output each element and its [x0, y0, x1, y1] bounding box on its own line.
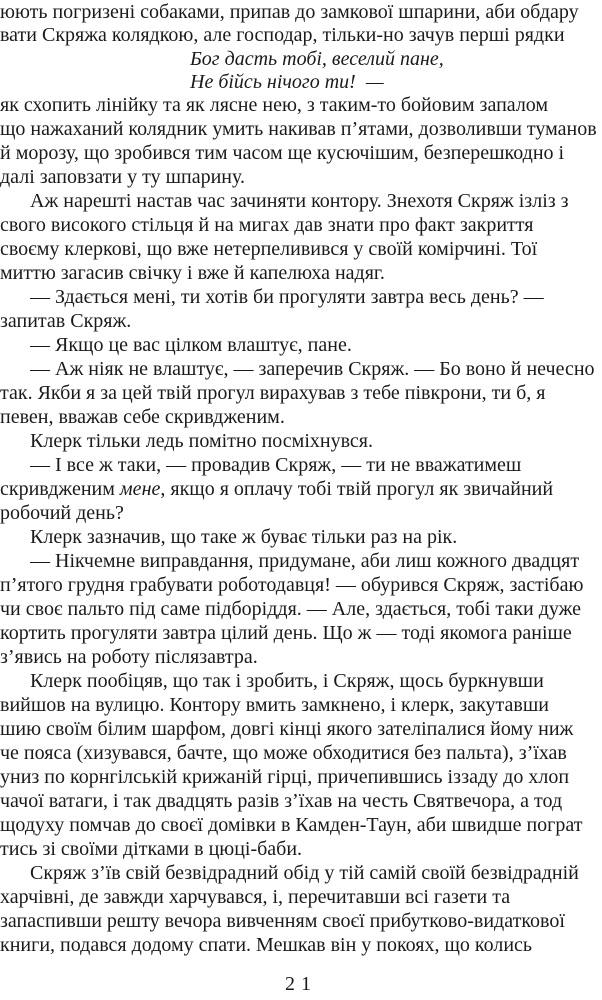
- text-line: че пояса (хизувався, бачте, що може обходитися без пальта), з’їхав: [0, 742, 567, 764]
- text-line: Скряж з’їв свій безвідрадний обід у тій самій своїй безвідрадній: [30, 862, 579, 884]
- text-line: — Здається мені, ти хотів би прогуляти завтра весь день? —: [30, 286, 544, 308]
- text-line: — Якщо це вас цілком влаштує, пане.: [30, 334, 352, 356]
- text-line: книги, подався додому спати. Мешкав він у покоях, що колись: [0, 934, 533, 956]
- text-line: запитав Скряж.: [0, 310, 132, 332]
- text-line: свого високого стільця й на мигах дав знати про факт закриття: [0, 214, 534, 236]
- text-line: щодуху помчав до своєї домівки в Камден-Таун, аби швидше пограт: [0, 814, 583, 836]
- text-line: Клерк зазначив, що таке ж буває тільки раз на рік.: [30, 526, 458, 548]
- text-line: так. Якби я за цей твій прогул вирахував з тебе півкрони, ти б, я: [0, 382, 546, 404]
- text-line: чи своє пальто під саме підборіддя. — Але, здається, тобі таки дуже: [0, 598, 582, 620]
- text-line: — Аж ніяк не влаштує, — заперечив Скряж. — Бо воно й нечесно: [30, 358, 595, 380]
- text-line: Аж нарешті настав час зачиняти контору. Знехотя Скряж ізліз з: [30, 190, 569, 212]
- text-line-part: , якщо я оплачу тобі твій прогул як звичайний: [160, 478, 554, 500]
- text-line: кортить прогуляти завтра цілий день. Що ж — тоді якомога раніше: [0, 622, 572, 644]
- text-line: запаспивши решту вечора вивченням своєї прибутково-видаткової: [0, 910, 565, 932]
- text-line: миттю загасив свічку і вже й капелюха надяг.: [0, 262, 385, 284]
- text-line: з’явись на роботу післязавтра.: [0, 646, 258, 668]
- text-line: униз по корнгілській крижаній гірці, причепившись іззаду до хлоп: [0, 766, 570, 788]
- text-line: як схопить лінійку та як лясне нею, з таким-то бойовим запалом: [0, 94, 549, 116]
- text-line: шию своїм білим шарфом, довгі кінці якого зателіпалися йому ниж: [0, 718, 574, 740]
- emphasized-word: мене: [119, 478, 161, 500]
- text-line: Клерк тільки ледь помітно посміхнувся.: [30, 430, 373, 452]
- text-line: своєму клеркові, що вже нетерпеливився у своїй комірчині. Тої: [0, 238, 538, 260]
- text-line: чачої ватаги, і так двадцять разів з’їхав на честь Святвечора, а тод: [0, 790, 563, 812]
- text-line: тись зі своїми дітками в цюці-баби.: [0, 838, 303, 860]
- text-line: й морозу, що зробився тим часом ще кусючішим, безперешкодно і: [0, 142, 565, 164]
- text-line: робочий день?: [0, 502, 124, 524]
- text-line: — І все ж таки, — провадив Скряж, — ти не вважатимеш: [30, 454, 522, 476]
- text-line: певен, вважав себе скривдженим.: [0, 406, 285, 428]
- text-line: — Нікчемне виправдання, придумане, аби лиш кожного двадцят: [30, 550, 580, 572]
- verse-line: Не бійсь нічого ти! —: [190, 71, 384, 93]
- text-line: п’ятого грудня грабувати роботодавця! — обурився Скряж, застібаю: [0, 574, 584, 596]
- text-line: [0, 477, 602, 501]
- text-line: що нажаханий колядник умить накивав п’ятами, дозволивши туманов: [0, 118, 597, 140]
- text-line: вийшов на вулицю. Контору вмить замкнено, і клерк, закутавши: [0, 694, 549, 716]
- text-line: харчівні, де завжди харчувався, і, перечитавши всі газети та: [0, 886, 511, 908]
- text-line-part: скривдженим: [0, 478, 120, 500]
- text-line: далі заповзати у ту шпарину.: [0, 166, 245, 188]
- verse-line: Бог дасть тобі, веселий пане,: [190, 48, 444, 70]
- text-line: вати Скряжа колядкою, але господар, тільки-но зачув перші рядки: [0, 24, 565, 46]
- page-number: 21: [285, 973, 317, 995]
- text-line: Клерк пообіцяв, що так і зробить, і Скряж, щось буркнувши: [30, 670, 544, 692]
- text-line: юють погризені собаками, припав до замкової шпарини, аби обдару: [0, 1, 579, 23]
